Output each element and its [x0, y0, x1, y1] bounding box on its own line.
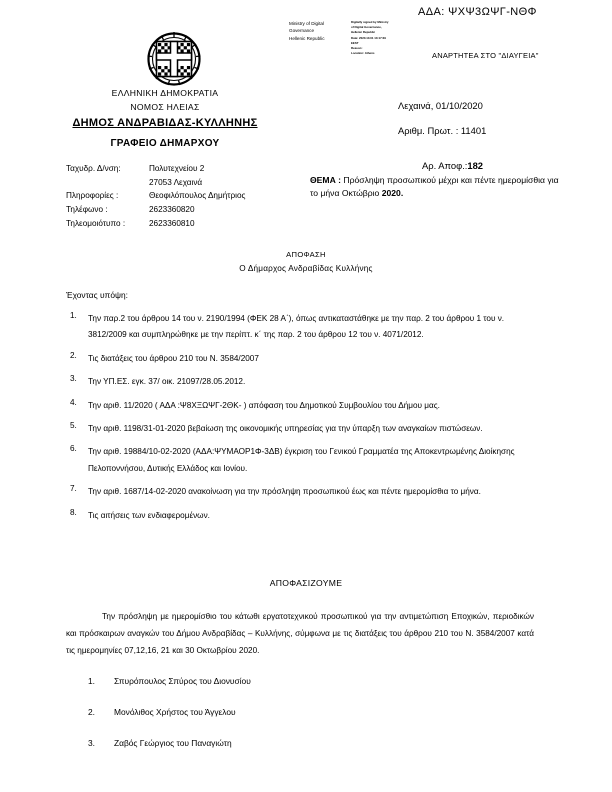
contact-value: Πολυτεχνείου 2 [149, 164, 205, 173]
decision-number-value: 182 [467, 159, 484, 171]
list-item-number: 3. [70, 374, 77, 384]
we-decide-heading: ΑΠΟΦΑΣΙΖΟΥΜΕ [269, 578, 343, 588]
signature-detail-line-2: of Digital Governance, [351, 24, 382, 29]
signature-detail-line-7: Location: Athens [351, 51, 375, 56]
contact-label: Πληροφορίες : [66, 191, 119, 201]
org-line-prefecture: ΝΟΜΟΣ ΗΛΕΙΑΣ [130, 102, 200, 112]
signature-authority-line-3: Hellenic Republic [289, 35, 325, 41]
list-item-number: 5. [70, 421, 77, 431]
legal-grounds-list [66, 311, 534, 531]
protocol-number [398, 126, 486, 135]
org-line-office: ΓΡΑΦΕΙΟ ΔΗΜΑΡΧΟΥ [110, 138, 220, 149]
list-item-text: Τις αιτήσεις των ενδιαφερομένων. [88, 510, 210, 520]
list-item-text: Την αριθ. 1198/31-01-2020 βεβαίωση της οικονομικής υπηρεσίας για την ύπαρξη των αναγκαίων πιστώσεων. [88, 424, 483, 434]
place-and-date: Λεχαινά, 01/10/2020 [398, 100, 483, 111]
decision-number [422, 161, 486, 170]
signature-detail-line-3: Hellenic Republic [351, 29, 376, 34]
subject-year: 2020. [381, 188, 404, 199]
list-item [66, 351, 534, 367]
hellenic-republic-emblem-icon [142, 28, 206, 88]
protocol-number-label: Αριθμ. Πρωτ. : [398, 125, 461, 137]
contact-value: 2623360820 [149, 205, 195, 215]
signature-authority-line-1: Ministry of Digital [289, 21, 324, 26]
subject-block [310, 174, 560, 200]
contact-label: Ταχυδρ. Δ/νση: [66, 164, 121, 173]
decision-number-label: Αρ. Αποφ.: [422, 159, 468, 171]
decision-heading-subtitle: Ο Δήμαρχος Ανδραβίδας Κυλλήνης [239, 264, 373, 273]
list-item-text: Την παρ.2 του άρθρου 14 του ν. 2190/1994 (ΦΕΚ 28 Α΄), όπως αντικαταστάθηκε με την παρ. 2 του άρθρου 1 του ν. 3812/2009 και συμπληρώθηκε με την περίπτ. κ΄ της παρ. 2 του άρθρου 12 του ν. 4071/2012. [88, 314, 505, 340]
list-item [66, 398, 534, 414]
list-item-text: Την ΥΠ.ΕΣ. εγκ. 37/ οικ. 21097/28.05.2012. [88, 377, 246, 387]
list-item-number: 7. [70, 484, 77, 494]
contact-value: 27053 Λεχαινά [149, 177, 203, 187]
protocol-number-value: 11401 [460, 125, 487, 137]
signature-detail-line-6: Reason: [351, 46, 363, 51]
contact-row [66, 179, 245, 193]
contact-row [66, 220, 245, 234]
appointed-persons-list [88, 676, 508, 769]
organisation-header [0, 88, 330, 149]
person-name: Μονόλιθος Χρήστος του Άγγελου [114, 707, 236, 717]
decision-heading [0, 250, 612, 273]
decision-paragraph: Την πρόσληψη με ημερομίσθιο του κάτωθι εργατοτεχνικού προσωπικού για την αντιμετώπιση Εποχικών, περιοδικών και πρόσκαιρων αναγκών του Δήμου Ανδραβίδας – Κυλλήνης, σύμφωνα με τις διατάξεις του άρθρου 210 του Ν. 3584/2007 κατά τις ημερομηνίες 07,12,16, 21 και 30 Οκτωβρίου 2020. [66, 612, 534, 656]
contact-label: Τηλέφωνο : [66, 205, 108, 215]
person-number: 1. [88, 676, 95, 686]
list-item-number: 1. [70, 311, 77, 320]
contact-label: Τηλεομοιότυπο : [66, 218, 126, 228]
org-line-municipality: ΔΗΜΟΣ ΑΝΔΡΑΒΙΔΑΣ-ΚΥΛΛΗΝΗΣ [72, 117, 258, 129]
anartitea-label: ΑΝΑΡΤΗΤΕΑ ΣΤΟ "ΔΙΑΥΓΕΙΑ" [432, 51, 539, 60]
list-item [88, 676, 508, 686]
subject-text: Πρόσληψη προσωπικού μέχρι και πέντε ημερομίσθια για το μήνα Οκτώβριο [310, 175, 559, 199]
list-item-text: Την αριθ. 11/2020 ( ΑΔΑ :Ψ8ΧΞΩΨΓ-2ΘΚ- ) απόφαση του Δημοτικού Συμβουλίου του Δήμου μας. [88, 400, 440, 410]
list-item-number: 2. [70, 350, 77, 360]
signature-authority-line-2: Governance [289, 28, 315, 34]
signature-detail-line-1: Digitally signed by Ministry [351, 20, 389, 24]
list-item [66, 421, 534, 437]
signature-detail-line-5: EEST [351, 41, 359, 46]
signature-details [351, 20, 429, 56]
person-number: 3. [88, 738, 95, 748]
list-item [66, 444, 534, 477]
list-item-number: 6. [70, 444, 77, 454]
signature-detail-line-4: Date: 2020.10.01 13:17:29 [351, 36, 386, 41]
having-regard-label: Έχοντας υπόψη: [66, 290, 128, 300]
contact-value: Θεοφιλόπουλος Δημήτριος [149, 191, 246, 201]
digital-signature-block [289, 20, 439, 56]
contact-row [66, 206, 245, 220]
contact-label [66, 179, 149, 193]
list-item-number: 4. [70, 397, 77, 407]
person-name: Ζαβός Γεώργιος του Παναγιώτη [114, 738, 232, 748]
contact-row [66, 165, 245, 179]
contact-value: 2623360810 [149, 218, 195, 228]
contact-details [66, 165, 245, 234]
org-line-hellenic-republic: ΕΛΛΗΝΙΚΗ ΔΗΜΟΚΡΑΤΙΑ [111, 88, 219, 98]
document-metadata [398, 101, 486, 170]
person-number: 2. [88, 707, 95, 717]
list-item-text: Τις διατάξεις του άρθρου 210 του Ν. 3584/2007 [88, 353, 259, 363]
person-name: Σπυρόπουλος Σπύρος του Διονυσίου [114, 676, 251, 686]
list-item [66, 508, 534, 524]
list-item-number: 8. [70, 507, 77, 517]
list-item [88, 707, 508, 717]
contact-row [66, 192, 245, 206]
ada-code-top: ΑΔΑ: ΨΧΨ3ΩΨΓ-ΝΘΦ [418, 6, 537, 18]
decision-heading-title: ΑΠΟΦΑΣΗ [286, 250, 326, 259]
list-item [66, 484, 534, 500]
list-item-text: Την αριθ. 1687/14-02-2020 ανακοίνωση για την πρόσληψη προσωπικού έως και πέντε ημερομίσθια το μήνα. [88, 487, 481, 497]
list-item [88, 738, 508, 748]
list-item [66, 311, 534, 344]
signature-authority [289, 20, 345, 42]
list-item-text: Την αριθ. 19884/10-02-2020 (ΑΔΑ:ΨΥΜΑΟΡ1Φ-3ΔΒ) έγκριση του Γενικού Γραμματέα της Αποκεντρωμένης Διοίκησης Πελοποννήσου, Δυτικής Ελλάδος και Ιονίου. [88, 447, 515, 473]
list-item [66, 374, 534, 390]
subject-label: ΘΕΜΑ : [310, 175, 342, 185]
